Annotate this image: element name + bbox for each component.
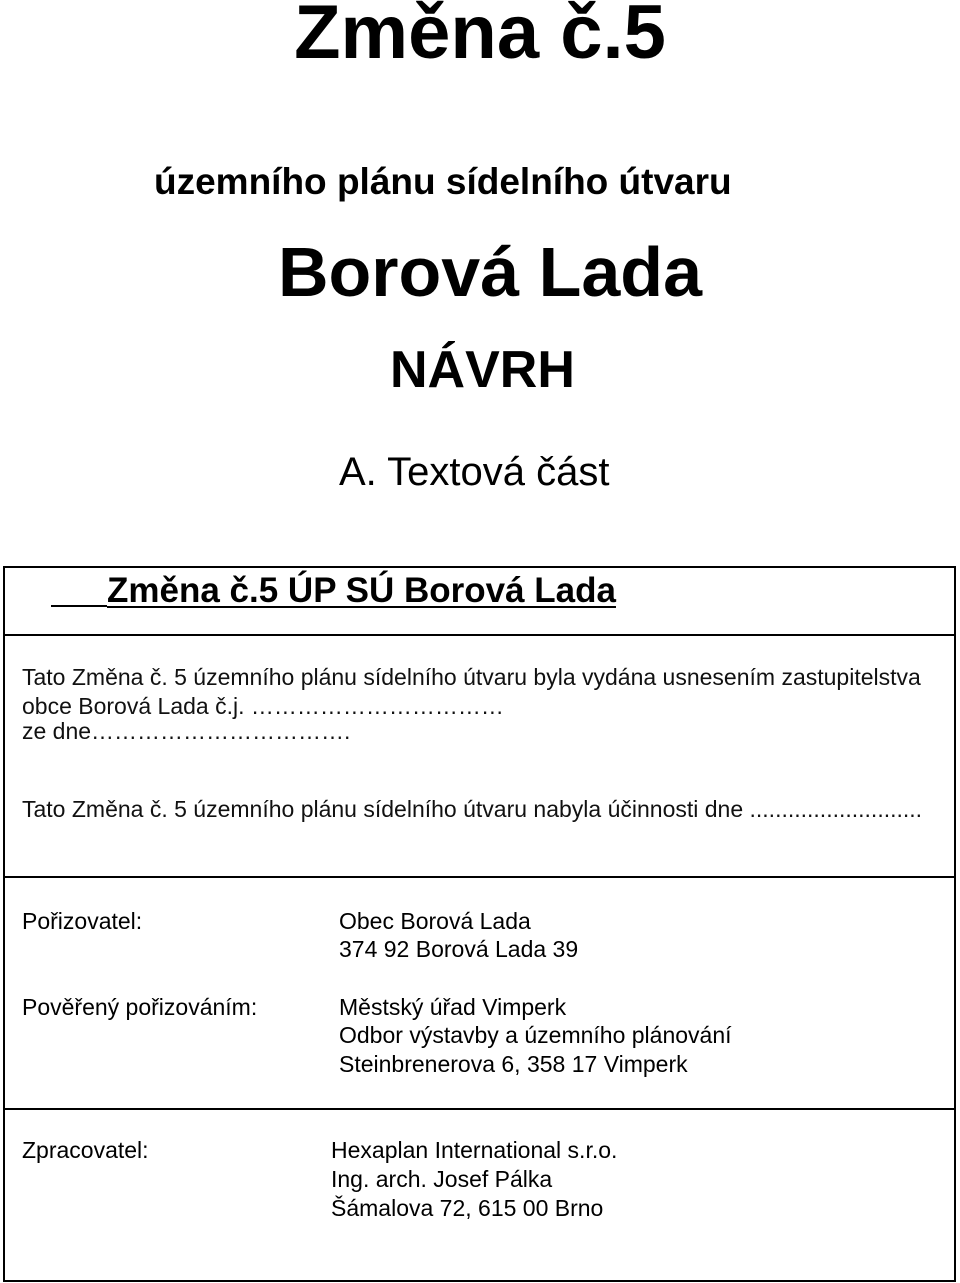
author-company: Hexaplan International s.r.o.	[331, 1137, 618, 1163]
document-title: Změna č.5	[294, 0, 666, 75]
document-subtitle: územního plánu sídelního útvaru	[154, 161, 732, 202]
delegate-name: Městský úřad Vimperk	[339, 994, 567, 1020]
draft-status: NÁVRH	[390, 341, 575, 399]
place-name: Borová Lada	[278, 233, 702, 311]
procurer-name: Obec Borová Lada	[339, 908, 531, 934]
author-person: Ing. arch. Josef Pálka	[331, 1166, 553, 1192]
issued-line-3: ze dne…………………………….	[22, 718, 351, 744]
procurer-address: 374 92 Borová Lada 39	[339, 936, 579, 962]
author-label: Zpracovatel:	[22, 1137, 149, 1163]
author-address: Šámalova 72, 615 00 Brno	[331, 1195, 604, 1221]
delegate-label: Pověřený pořizováním:	[22, 994, 258, 1020]
procurer-label: Pořizovatel:	[22, 908, 143, 934]
issued-line-1: Tato Změna č. 5 územního plánu sídelního útvaru byla vydána usnesením zastupitelstva	[22, 664, 921, 690]
approval-box-divider	[3, 634, 956, 636]
delegate-address: Steinbrenerova 6, 358 17 Vimperk	[339, 1051, 688, 1077]
section-title: A. Textová část	[339, 450, 610, 494]
approval-box-heading: Změna č.5 ÚP SÚ Borová Lada	[107, 571, 616, 610]
issued-line-2: obce Borová Lada č.j. ……………………………	[22, 693, 504, 719]
effect-line: Tato Změna č. 5 územního plánu sídelního útvaru nabyla účinnosti dne ...........................	[22, 796, 923, 822]
delegate-department: Odbor výstavby a územního plánování	[339, 1022, 732, 1048]
